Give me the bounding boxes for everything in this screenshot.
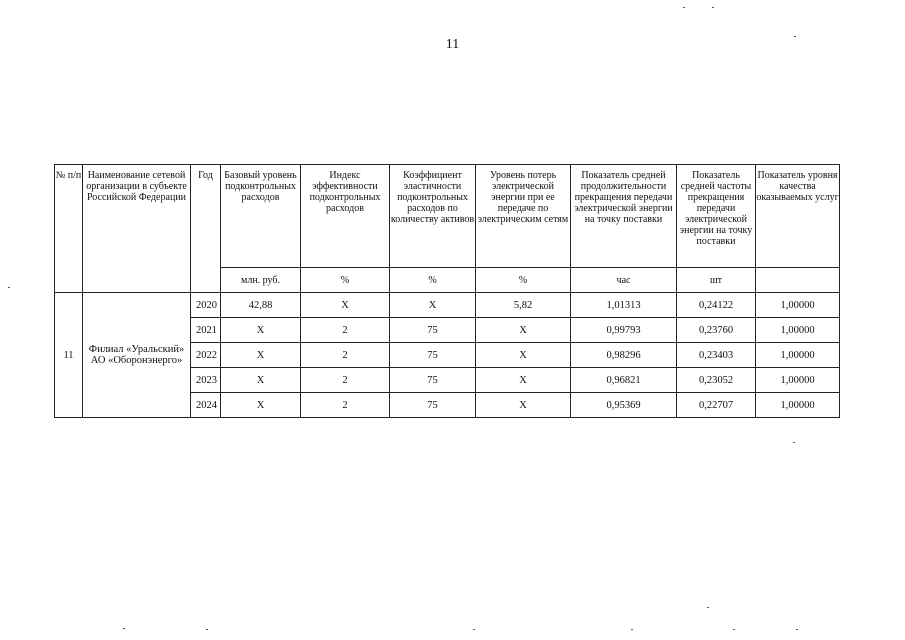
efficiency-index-cell: X [301, 293, 390, 318]
scan-speck [712, 7, 714, 8]
scan-speck [206, 629, 208, 630]
base-level-cell: X [221, 343, 301, 368]
base-level-cell: X [221, 318, 301, 343]
efficiency-index-cell: 2 [301, 393, 390, 418]
scan-speck [796, 629, 798, 630]
header-year: Год [191, 165, 221, 293]
header-organization: Наименование сетевой организации в субъекте Российской Федерации [83, 165, 191, 293]
scan-speck [123, 628, 125, 629]
elasticity-coef-cell: X [390, 293, 476, 318]
loss-level-cell: X [476, 318, 571, 343]
unit-base-level: млн. руб. [221, 268, 301, 293]
page-number: 11 [445, 37, 460, 52]
interruption-frequency-cell: 0,23403 [677, 343, 756, 368]
base-level-cell: X [221, 393, 301, 418]
service-quality-cell: 1,00000 [756, 368, 840, 393]
interruption-duration-cell: 1,01313 [571, 293, 677, 318]
indicators-table [54, 164, 840, 418]
unit-efficiency-index: % [301, 268, 390, 293]
scan-speck [683, 7, 685, 8]
table-row [55, 293, 840, 318]
year-cell: 2021 [191, 318, 221, 343]
loss-level-cell: 5,82 [476, 293, 571, 318]
efficiency-index-cell: 2 [301, 318, 390, 343]
interruption-frequency-cell: 0,23760 [677, 318, 756, 343]
scan-speck [707, 607, 709, 608]
interruption-frequency-cell: 0,24122 [677, 293, 756, 318]
efficiency-index-cell: 2 [301, 343, 390, 368]
base-level-cell: X [221, 368, 301, 393]
service-quality-cell: 1,00000 [756, 393, 840, 418]
scan-speck [631, 629, 633, 630]
interruption-frequency-cell: 0,23052 [677, 368, 756, 393]
year-cell: 2024 [191, 393, 221, 418]
elasticity-coef-cell: 75 [390, 318, 476, 343]
interruption-duration-cell: 0,98296 [571, 343, 677, 368]
efficiency-index-cell: 2 [301, 368, 390, 393]
unit-loss-level: % [476, 268, 571, 293]
year-cell: 2020 [191, 293, 221, 318]
loss-level-cell: X [476, 393, 571, 418]
interruption-duration-cell: 0,99793 [571, 318, 677, 343]
header-number: № п/п [55, 165, 83, 293]
base-level-cell: 42,88 [221, 293, 301, 318]
header-interruption-duration: Показатель средней продолжительности прекращения передачи электрической энергии на точку поставки [571, 165, 677, 268]
table-header-row [55, 165, 840, 268]
header-efficiency-index: Индекс эффективности подконтрольных расходов [301, 165, 390, 268]
interruption-frequency-cell: 0,22707 [677, 393, 756, 418]
scan-speck [794, 36, 796, 37]
elasticity-coef-cell: 75 [390, 368, 476, 393]
header-base-level: Базовый уровень подконтрольных расходов [221, 165, 301, 268]
scan-speck [8, 287, 10, 288]
row-number-cell: 11 [55, 293, 83, 418]
unit-elasticity-coef: % [390, 268, 476, 293]
interruption-duration-cell: 0,95369 [571, 393, 677, 418]
header-elasticity-coef: Коэффициент эластичности подконтрольных расходов по количеству активов [390, 165, 476, 268]
header-loss-level: Уровень потерь электрической энергии при ее передаче по электрическим сетям [476, 165, 571, 268]
interruption-duration-cell: 0,96821 [571, 368, 677, 393]
unit-interruption-frequency: шт [677, 268, 756, 293]
scan-speck [733, 629, 735, 630]
scan-speck [473, 629, 475, 630]
unit-interruption-duration: час [571, 268, 677, 293]
year-cell: 2023 [191, 368, 221, 393]
header-service-quality: Показатель уровня качества оказываемых услуг [756, 165, 840, 268]
elasticity-coef-cell: 75 [390, 393, 476, 418]
loss-level-cell: X [476, 368, 571, 393]
service-quality-cell: 1,00000 [756, 318, 840, 343]
unit-service-quality [756, 268, 840, 293]
scan-speck [793, 442, 795, 443]
header-interruption-frequency: Показатель средней частоты прекращения передачи электрической энергии на точку поставки [677, 165, 756, 268]
service-quality-cell: 1,00000 [756, 293, 840, 318]
loss-level-cell: X [476, 343, 571, 368]
year-cell: 2022 [191, 343, 221, 368]
elasticity-coef-cell: 75 [390, 343, 476, 368]
organization-cell: Филиал «Уральский» АО «Оборонэнерго» [83, 293, 191, 418]
service-quality-cell: 1,00000 [756, 343, 840, 368]
